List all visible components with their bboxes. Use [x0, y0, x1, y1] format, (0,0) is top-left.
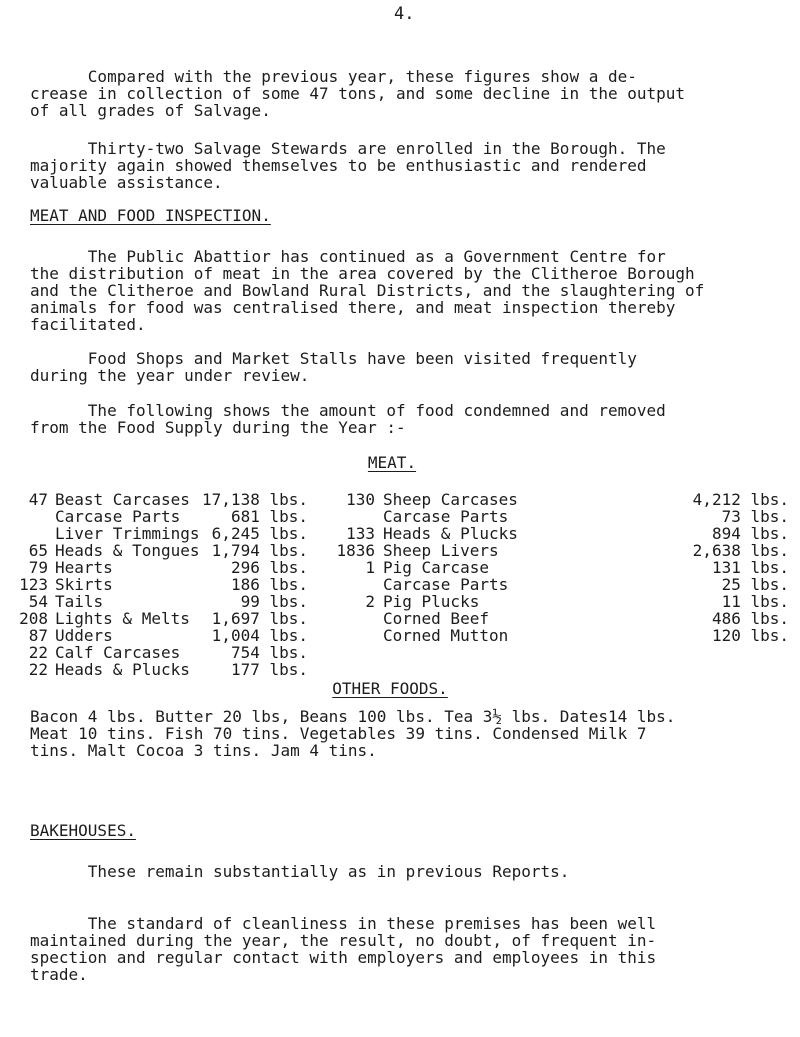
- meat-food-inspection-heading: MEAT AND FOOD INSPECTION.: [30, 206, 271, 225]
- item-name: Udders: [55, 626, 113, 645]
- item-count: 133: [346, 524, 375, 543]
- item-weight: 186 lbs.: [230, 575, 308, 594]
- item-count: 22: [28, 643, 48, 662]
- item-name: Corned Beef: [383, 609, 489, 628]
- food-shops-paragraph: [30, 350, 790, 384]
- text-line: crease in collection of some 47 tons, and some decline in the output: [30, 84, 686, 103]
- item-name: Sheep Livers: [383, 541, 499, 560]
- item-weight: 1,004 lbs.: [211, 626, 308, 645]
- item-weight: 2,638 lbs.: [692, 541, 789, 560]
- item-weight: 25 lbs.: [721, 575, 789, 594]
- item-name: Hearts: [55, 558, 113, 577]
- item-weight: 177 lbs.: [230, 660, 308, 679]
- item-weight: 296 lbs.: [230, 558, 308, 577]
- text-line: Meat 10 tins. Fish 70 tins. Vegetables 39 tins. Condensed Milk 7: [30, 724, 647, 743]
- text-line: during the year under review.: [30, 366, 310, 385]
- item-name: Pig Carcase: [383, 558, 489, 577]
- item-weight: 11 lbs.: [721, 592, 789, 611]
- text-line: The following shows the amount of food condemned and removed: [30, 401, 666, 420]
- meat-table-title: MEAT.: [367, 453, 417, 472]
- item-weight: 4,212 lbs.: [692, 490, 789, 509]
- item-count: 130: [346, 490, 375, 509]
- item-weight: 73 lbs.: [721, 507, 789, 526]
- item-name: Tails: [55, 592, 104, 611]
- item-name: Skirts: [55, 575, 113, 594]
- text-line: facilitated.: [30, 315, 146, 334]
- item-weight: 486 lbs.: [711, 609, 789, 628]
- bakehouses-paragraph-2: [30, 915, 790, 983]
- item-weight: 1,697 lbs.: [211, 609, 308, 628]
- item-count: 47: [28, 490, 48, 509]
- item-weight: 681 lbs.: [230, 507, 308, 526]
- item-name: Carcase Parts: [383, 507, 509, 526]
- salvage-paragraph-2: [30, 140, 790, 191]
- text-line: animals for food was centralised there, and meat inspection thereby: [30, 298, 676, 317]
- text-line: These remain substantially as in previous Reports.: [30, 862, 570, 881]
- item-name: Heads & Plucks: [55, 660, 190, 679]
- item-name: Corned Mutton: [383, 626, 509, 645]
- item-count: 208: [19, 609, 48, 628]
- text-line: trade.: [30, 965, 88, 984]
- item-count: 65: [28, 541, 48, 560]
- text-line: of all grades of Salvage.: [30, 101, 271, 120]
- item-weight: 131 lbs.: [711, 558, 789, 577]
- other-foods-title: OTHER FOODS.: [332, 679, 448, 698]
- item-count: 79: [28, 558, 48, 577]
- text-line: Thirty-two Salvage Stewards are enrolled in the Borough. The: [30, 139, 666, 158]
- item-count: 22: [28, 660, 48, 679]
- text-line: Compared with the previous year, these figures show a de-: [30, 67, 637, 86]
- bakehouses-heading: BAKEHOUSES.: [30, 821, 136, 840]
- item-name: Pig Plucks: [383, 592, 480, 611]
- item-name: Calf Carcases: [55, 643, 181, 662]
- text-line: valuable assistance.: [30, 173, 223, 192]
- item-count: 1836: [336, 541, 375, 560]
- item-name: Lights & Melts: [55, 609, 190, 628]
- text-line: the distribution of meat in the area covered by the Clitheroe Borough: [30, 264, 695, 283]
- item-weight: 17,138 lbs.: [202, 490, 308, 509]
- item-weight: 120 lbs.: [711, 626, 789, 645]
- item-name: Heads & Plucks: [383, 524, 518, 543]
- text-line: Bacon 4 lbs. Butter 20 lbs, Beans 100 lbs. Tea 3½ lbs. Dates14 lbs.: [30, 707, 676, 726]
- text-line: spection and regular contact with employers and employees in this: [30, 948, 657, 967]
- item-count: 2: [365, 592, 375, 611]
- bakehouses-paragraph-1: [30, 863, 790, 880]
- item-count: 54: [28, 592, 48, 611]
- other-foods-list: [30, 708, 790, 759]
- text-line: The standard of cleanliness in these premises has been well: [30, 914, 657, 933]
- item-name: Heads & Tongues: [55, 541, 200, 560]
- condemned-food-paragraph: [30, 402, 790, 436]
- text-line: majority again showed themselves to be enthusiastic and rendered: [30, 156, 647, 175]
- item-weight: 754 lbs.: [230, 643, 308, 662]
- item-weight: 894 lbs.: [711, 524, 789, 543]
- item-name: Beast Carcases: [55, 490, 190, 509]
- text-line: and the Clitheroe and Bowland Rural Districts, and the slaughtering of: [30, 281, 705, 300]
- abattoir-paragraph: [30, 248, 790, 333]
- item-weight: 1,794 lbs.: [211, 541, 308, 560]
- item-weight: 99 lbs.: [240, 592, 308, 611]
- item-name: Carcase Parts: [383, 575, 509, 594]
- text-line: from the Food Supply during the Year :-: [30, 418, 406, 437]
- item-count: 1: [365, 558, 375, 577]
- text-line: tins. Malt Cocoa 3 tins. Jam 4 tins.: [30, 741, 377, 760]
- item-count: 87: [28, 626, 48, 645]
- page-number: 4.: [394, 4, 415, 24]
- salvage-paragraph-1: [30, 68, 790, 119]
- item-name: Sheep Carcases: [383, 490, 518, 509]
- item-weight: 6,245 lbs.: [211, 524, 308, 543]
- item-name: Carcase Parts: [55, 507, 181, 526]
- text-line: maintained during the year, the result, no doubt, of frequent in-: [30, 931, 657, 950]
- item-name: Liver Trimmings: [55, 524, 200, 543]
- text-line: Food Shops and Market Stalls have been visited frequently: [30, 349, 637, 368]
- text-line: The Public Abattior has continued as a Government Centre for: [30, 247, 666, 266]
- item-count: 123: [19, 575, 48, 594]
